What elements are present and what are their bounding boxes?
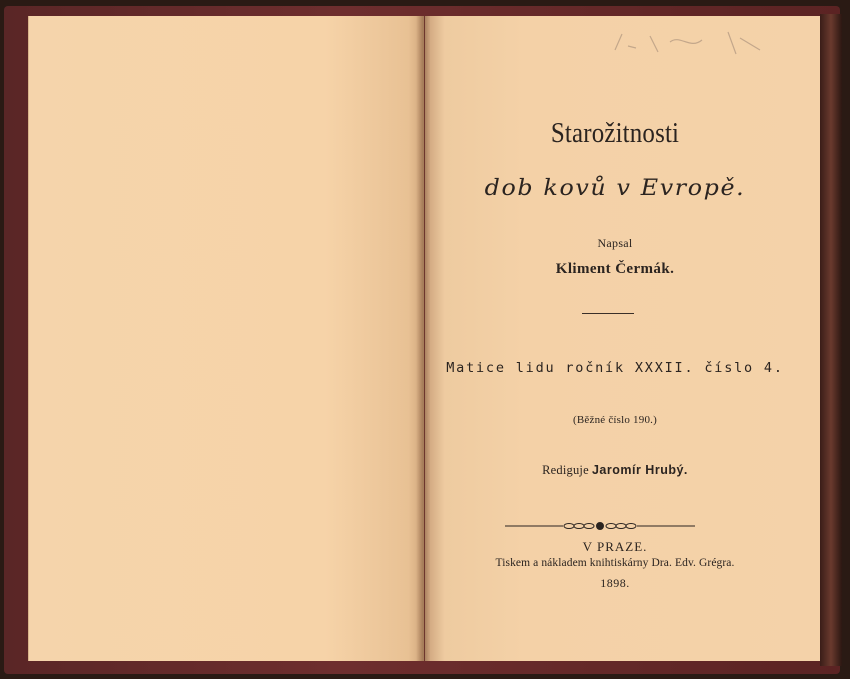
- editor-line: [430, 463, 800, 478]
- ornamental-rule: [505, 520, 695, 532]
- left-blank-page: [28, 16, 424, 661]
- book-title: Starožitnosti: [550, 117, 680, 149]
- pencil-marks: [610, 28, 780, 58]
- series-line: Matice lidu ročník XXXII. číslo 4.: [446, 360, 784, 376]
- divider-rule: [582, 313, 634, 314]
- cover-edge: [820, 14, 842, 666]
- imprint-printer: Tiskem a nákladem knihtiskárny Dra. Edv. Grégra.: [495, 557, 735, 569]
- editor-name: Jaromír Hrubý.: [591, 463, 688, 477]
- book-gutter: [416, 16, 430, 661]
- editor-prefix: Rediguje: [542, 463, 589, 477]
- imprint-place: V PRAZE.: [582, 539, 648, 554]
- author-name: Kliment Čermák.: [555, 261, 675, 277]
- book-subtitle: dob kovů v Evropě.: [484, 176, 746, 201]
- author-prefix: Napsal: [597, 236, 633, 250]
- imprint-year: 1898.: [600, 576, 630, 590]
- running-number: (Běžné číslo 190.): [573, 414, 657, 426]
